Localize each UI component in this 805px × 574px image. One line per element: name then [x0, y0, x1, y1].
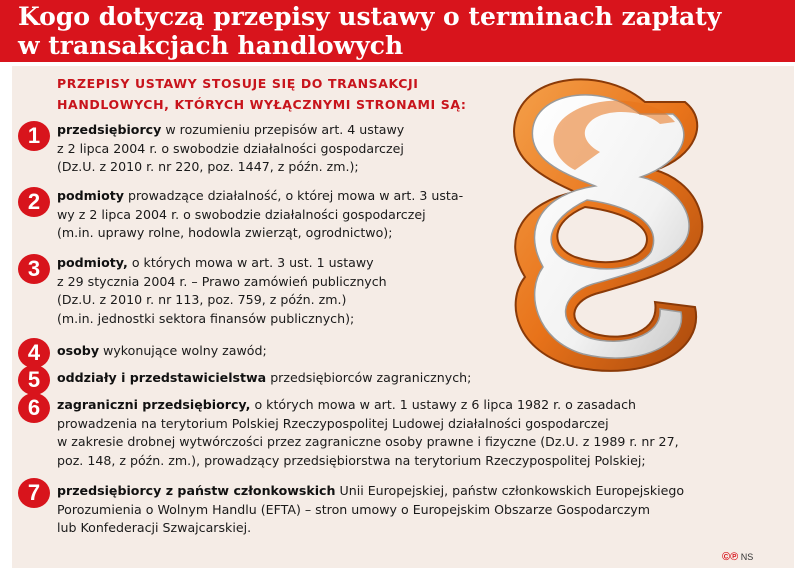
item-6-line-2: prowadzenia na terytorium Polskiej Rzeczypospolitej Ludowej działalności gospodarczej — [57, 415, 609, 431]
item-7-line-3: lub Konfederacji Szwajcarskiej. — [57, 520, 252, 535]
item-5-line-1: przedsiębiorców zagranicznych; — [270, 370, 472, 385]
list-item-1 — [57, 121, 404, 177]
item-1-line-2: z 2 lipca 2004 r. o swobodzie działalności gospodarczej — [57, 140, 404, 156]
badge-1: 1 — [18, 121, 50, 151]
item-5-bold: oddziały i przedstawicielstwa — [57, 370, 267, 385]
item-1-bold: przedsiębiorcy — [57, 122, 162, 137]
item-4-bold: osoby — [57, 343, 100, 358]
list-item-5 — [57, 369, 471, 388]
credit-initials: NS — [740, 552, 754, 562]
item-2-line-3: (m.in. uprawy rolne, hodowla zwierząt, ogrodnictwo); — [57, 225, 393, 240]
badge-2: 2 — [18, 187, 50, 217]
item-2-line-2: wy z 2 lipca 2004 r. o swobodzie działalności gospodarczej — [57, 206, 426, 222]
title-line-1: Kogo dotyczą przepisy ustawy o terminach zapłaty — [18, 2, 722, 31]
item-3-line-4: (m.in. jednostki sektora finansów publicznych); — [57, 310, 355, 326]
badge-5: 5 — [18, 365, 50, 395]
credit — [722, 551, 753, 563]
item-2-bold: podmioty — [57, 188, 125, 203]
item-3-bold: podmioty, — [57, 255, 128, 270]
item-7-line-1: Unii Europejskiej, państw członkowskich Europejskiego — [339, 483, 685, 498]
badge-7: 7 — [18, 478, 50, 508]
list-item-3 — [57, 254, 387, 328]
list-item-6 — [57, 396, 679, 470]
header-bar — [0, 0, 795, 62]
badge-4: 4 — [18, 338, 50, 368]
item-7-line-2: Porozumienia o Wolnym Handlu (EFTA) – stron umowy o Europejskim Obszarze Gospodarczym — [57, 501, 651, 517]
item-2-line-1: prowadzące działalność, o której mowa w art. 3 usta- — [128, 188, 464, 203]
subtitle-line-2: HANDLOWYCH, KTÓRYCH WYŁĄCZNYMI STRONAMI SĄ: — [57, 97, 467, 112]
list-item-7 — [57, 482, 684, 538]
item-1-line-3: (Dz.U. z 2010 r. nr 220, poz. 1447, z późn. zm.); — [57, 159, 359, 174]
item-1-line-1: w rozumieniu przepisów art. 4 ustawy — [165, 122, 405, 137]
item-6-bold: zagraniczni przedsiębiorcy, — [57, 397, 251, 412]
item-3-line-2: z 29 stycznia 2004 r. – Prawo zamówień publicznych — [57, 273, 387, 289]
item-3-line-3: (Dz.U. z 2010 r. nr 113, poz. 759, z późn. zm.) — [57, 292, 347, 307]
list-item-2 — [57, 187, 463, 243]
item-7-bold: przedsiębiorcy z państw członkowskich — [57, 483, 336, 498]
copyright-symbols: ©℗ — [722, 551, 739, 563]
item-6-line-1: o których mowa w art. 1 ustawy z 6 lipca 1982 r. o zasadach — [254, 397, 637, 412]
subtitle — [57, 73, 577, 115]
item-6-line-3: w zakresie drobnej wytwórczości przez zagraniczne osoby prawne i fizyczne (Dz.U. z 1989 r. nr 27, — [57, 434, 679, 449]
item-6-line-4: poz. 148, z późn. zm.), prowadzący przedsiębiorstwa na terytorium Rzeczypospolitej Polskiej; — [57, 452, 646, 468]
list-item-4 — [57, 342, 267, 361]
subtitle-line-1: PRZEPISY USTAWY STOSUJE SIĘ DO TRANSAKCJI — [57, 76, 419, 91]
item-4-line-1: wykonujące wolny zawód; — [103, 343, 267, 358]
page-title — [18, 2, 788, 60]
item-3-line-1: o których mowa w art. 3 ust. 1 ustawy — [131, 255, 374, 270]
title-line-2: w transakcjach handlowych — [18, 31, 404, 60]
badge-6: 6 — [18, 393, 50, 423]
badge-3: 3 — [18, 254, 50, 284]
